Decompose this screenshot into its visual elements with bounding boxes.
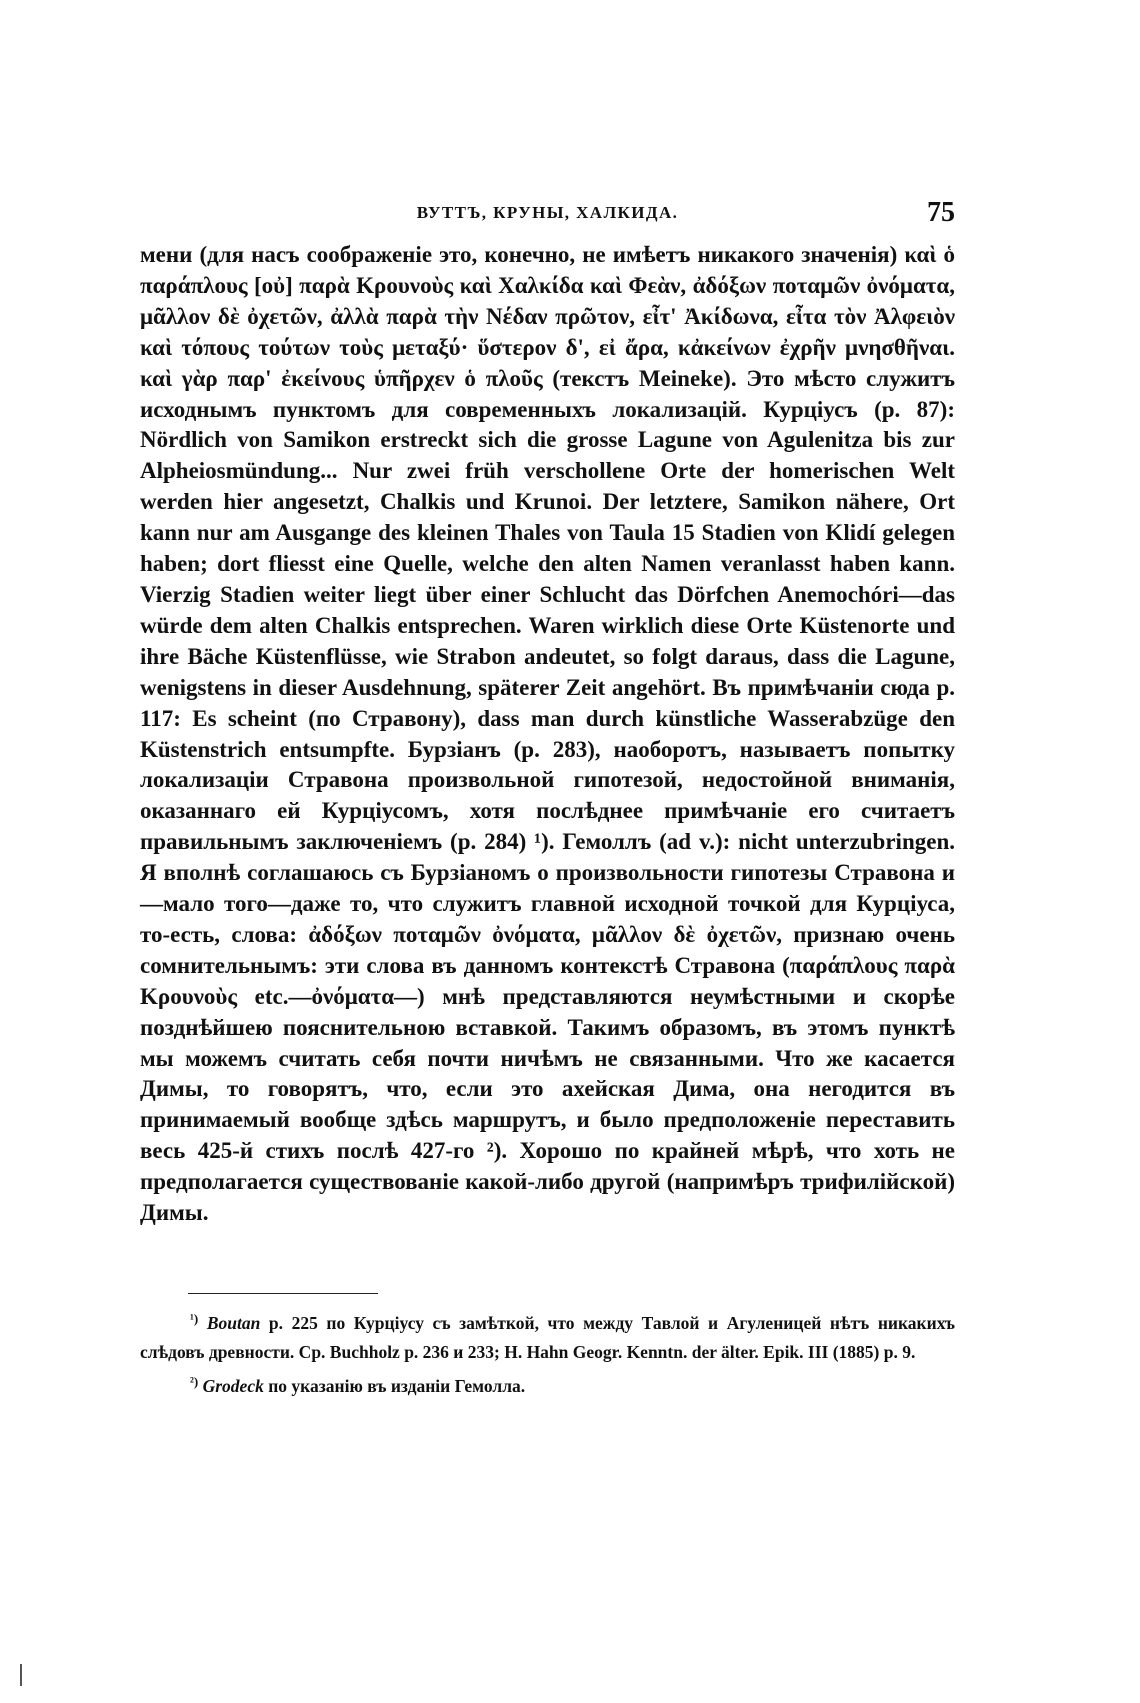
footnote-1 xyxy=(140,1304,955,1367)
footnotes xyxy=(140,1304,955,1401)
footnote-1-author: Boutan xyxy=(206,1313,261,1333)
page-header xyxy=(140,197,955,229)
footnote-2-author: Grodeck xyxy=(202,1376,264,1396)
running-title: ВУТТЪ, КРУНЫ, ХАЛКИДА. xyxy=(416,203,679,222)
footnote-divider xyxy=(188,1293,378,1294)
footnote-1-text: p. 225 по Курціусу съ замѣткой, что между Тавлой и Агуленицей нѣтъ никакихъ слѣдовъ древности. Ср. Buchholz p. 236 и 233; H. Hahn Geogr. Kenntn. der älter. Epik. III (1885) p. 9. xyxy=(140,1313,956,1362)
footnote-2 xyxy=(140,1367,955,1401)
page-number: 75 xyxy=(927,197,955,228)
main-text xyxy=(140,240,955,1229)
scan-edge-mark xyxy=(20,1664,22,1686)
footnote-2-text: по указанію въ изданіи Гемолла. xyxy=(268,1376,526,1396)
footnote-1-marker: ¹) xyxy=(190,1311,199,1326)
footnote-2-marker: ²) xyxy=(190,1374,199,1389)
body-paragraph: мени (для насъ соображеніе это, конечно, не имѣетъ никакого значенія) καὶ ὁ παράπλους [οὐ] παρὰ Κρουνοὺς καὶ Χαλκίδα καὶ Φεὰν, ἀδόξων ποταμῶν ὀνόματα, μᾶλλον δὲ ὀχετῶν, ἀλλὰ παρὰ τὴν Νέδαν πρῶτον, εἶτ' Ἀκίδωνα, εἶτα τὸν Ἀλφειὸν καὶ τόπους τούτων τοὺς μεταξύ· ὕστερον δ', εἰ ἄρα, κἀκείνων ἐχρῆν μνησθῆναι. καὶ γὰρ παρ' ἐκείνους ὑπῆρχεν ὁ πλοῦς (текстъ Meineke). Это мѣсто служитъ исходнымъ пунктомъ для современныхъ локализацій. Курціусъ (p. 87): Nördlich von Samikon erstreckt sich die grosse Lagune von Agulenitza bis zur Alpheiosmündung... Nur zwei früh verschollene Orte der homerischen Welt werden hier angesetzt, Chalkis und Krunoi. Der letztere, Samikon nähere, Ort kann nur am Ausgange des kleinen Thales von Taula 15 Stadien von Klidí gelegen haben; dort fliesst eine Quelle, welche den alten Namen veranlasst haben kann. Vierzig Stadien weiter liegt über einer Schlucht das Dörfchen Anemochóri—das würde dem alten Chalkis entsprechen. Waren wirklich diese Orte Küstenorte und ihre Bäche Küstenflüsse, wie Strabon andeutet, so folgt daraus, dass die Lagune, wenigstens in dieser Ausdehnung, späterer Zeit angehört. Въ примѣчаніи сюда p. 117: Es scheint (по Стравону), dass man durch künstliche Wasserabzüge den Küstenstrich entsumpfte. Бурзіанъ (p. 283), наоборотъ, называетъ попытку локализаціи Стравона произвольной гипотезой, недостойной вниманія, оказаннаго ей Курціусомъ, хотя послѣднее примѣчаніе его считаетъ правильнымъ заключеніемъ (p. 284) ¹). Гемоллъ (ad v.): nicht unterzubringen. Я вполнѣ соглашаюсь съ Бурзіаномъ о произвольности гипотезы Стравона и—мало того—даже то, что служитъ главной исходной точкой для Курціуса, то-есть, слова: ἀδόξων ποταμῶν ὀνόματα, μᾶλλον δὲ ὀχετῶν, признаю очень сомнительнымъ: эти слова въ данномъ контекстѣ Стравона (παράπλους παρὰ Κρουνοὺς etc.—ὀνόματα—) мнѣ представляются неумѣстными и скорѣе позднѣйшею пояснительною вставкой. Такимъ образомъ, въ этомъ пунктѣ мы можемъ считать себя почти ничѣмъ не связанными. Что же касается Димы, то говорятъ, что, если это ахейская Дима, она негодится въ принимаемый вообще здѣсь маршрутъ, и было предположеніе переставить весь 425-й стихъ послѣ 427-го ²). Хорошо по крайней мѣрѣ, что хоть не предполагается существованіе какой-либо другой (напримѣръ трифилійской) Димы. xyxy=(140,242,955,1226)
